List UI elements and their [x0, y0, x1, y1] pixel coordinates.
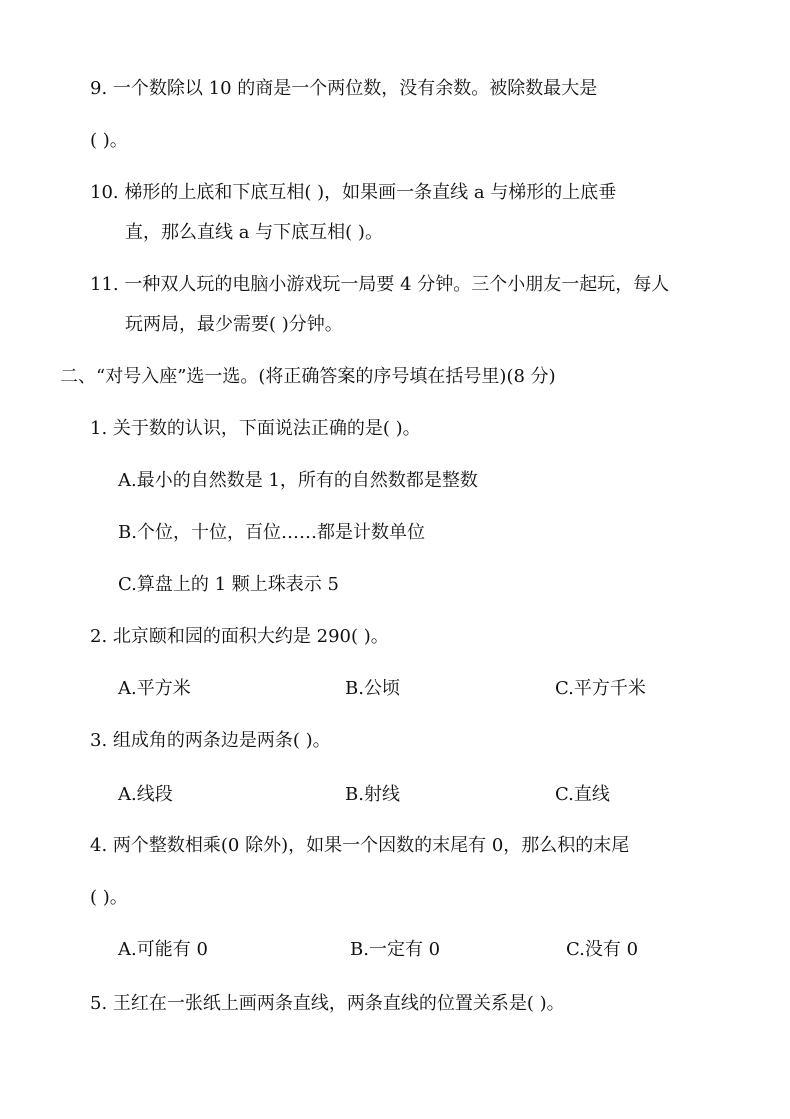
mc-question-3: 3. 组成角的两条边是两条( )。 — [90, 730, 331, 751]
mc-question-4-line-1: 4. 两个整数相乘(0 除外)，如果一个因数的末尾有 0，那么积的末尾 — [90, 835, 630, 856]
mc-question-4-option-c: C.没有 0 — [566, 939, 639, 960]
question-10-line-2: 直，那么直线 a 与下底互相( )。 — [125, 222, 383, 243]
question-10-line-1: 10. 梯形的上底和下底互相( )，如果画一条直线 a 与梯形的上底垂 — [90, 182, 617, 203]
section-2-heading: 二、“对号入座”选一选。(将正确答案的序号填在括号里)(8 分) — [60, 366, 556, 387]
mc-question-4-option-b: B.一定有 0 — [350, 939, 441, 960]
question-9-line-2: ( )。 — [90, 130, 128, 151]
mc-question-2-option-c: C.平方千米 — [555, 678, 646, 699]
question-9-line-1: 9. 一个数除以 10 的商是一个两位数，没有余数。被除数最大是 — [90, 78, 598, 99]
mc-question-1: 1. 关于数的认识，下面说法正确的是( )。 — [90, 418, 421, 439]
mc-question-1-option-b: B.个位，十位，百位……都是计数单位 — [118, 522, 425, 543]
mc-question-1-option-a: A.最小的自然数是 1，所有的自然数都是整数 — [118, 470, 478, 491]
mc-question-2-option-a: A.平方米 — [118, 678, 191, 699]
mc-question-2: 2. 北京颐和园的面积大约是 290( )。 — [90, 626, 389, 647]
mc-question-3-option-a: A.线段 — [118, 784, 173, 805]
question-11-line-2: 玩两局，最少需要( )分钟。 — [125, 314, 343, 335]
mc-question-1-option-c: C.算盘上的 1 颗上珠表示 5 — [118, 574, 339, 595]
mc-question-5: 5. 王红在一张纸上画两条直线，两条直线的位置关系是( )。 — [90, 993, 565, 1014]
mc-question-4-line-2: ( )。 — [90, 887, 128, 908]
mc-question-4-option-a: A.可能有 0 — [118, 939, 208, 960]
mc-question-3-option-b: B.射线 — [345, 784, 400, 805]
mc-question-2-option-b: B.公顷 — [345, 678, 400, 699]
question-11-line-1: 11. 一种双人玩的电脑小游戏玩一局要 4 分钟。三个小朋友一起玩，每人 — [90, 274, 670, 295]
mc-question-3-option-c: C.直线 — [555, 784, 610, 805]
